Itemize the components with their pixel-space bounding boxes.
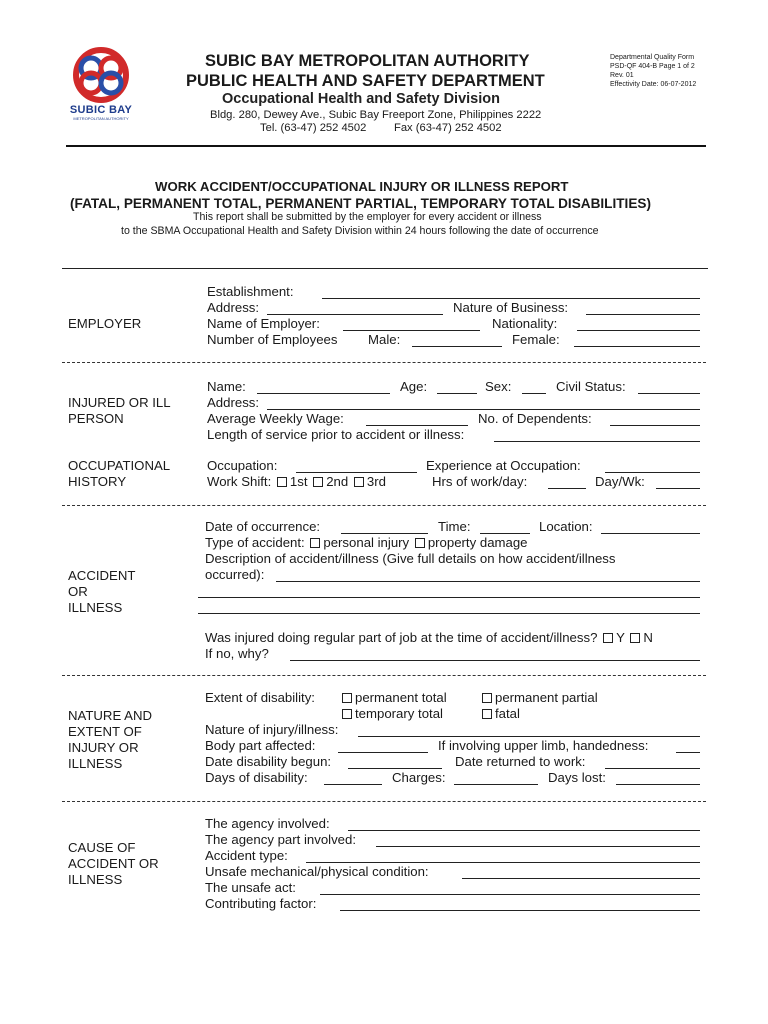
if-no-why-label: If no, why? [205,646,269,661]
injured-address-field[interactable] [267,409,700,410]
time-label: Time: [438,519,471,534]
temporary-total-checkbox[interactable] [342,709,352,719]
dependents-field[interactable] [610,425,700,426]
cause-label-2: ACCIDENT OR [68,856,159,871]
personal-injury-label: personal injury [323,535,410,550]
description-label-1: Description of accident/illness (Give full details on how accident/illness [205,551,616,566]
employer-name-label: Name of Employer: [207,316,320,331]
report-note-1: This report shall be submitted by the employer for every accident or illness [193,211,542,223]
type-of-accident-row [205,535,528,551]
nature-injury-field[interactable] [358,736,700,737]
employer-address-field[interactable] [267,314,443,315]
nature-of-business-label: Nature of Business: [453,300,569,315]
civil-status-label: Civil Status: [556,379,626,394]
agency-part-field[interactable] [376,846,700,847]
injured-address-label: Address: [207,395,260,410]
female-field[interactable] [574,346,700,347]
nature-injury-label: Nature of injury/illness: [205,722,339,737]
agency-label: The agency involved: [205,816,330,831]
days-disability-field[interactable] [324,784,382,785]
property-damage-label: property damage [427,535,528,550]
personal-injury-checkbox[interactable] [310,538,320,548]
sex-label: Sex: [485,379,512,394]
section-divider [62,675,706,676]
report-title: WORK ACCIDENT/OCCUPATIONAL INJURY OR ILLNESS REPORT [155,179,569,194]
logo-text: SUBIC BAY [69,104,133,116]
description-field-2[interactable] [198,597,700,598]
days-lost-field[interactable] [616,784,700,785]
employer-name-field[interactable] [343,330,480,331]
shift-1st-checkbox[interactable] [277,477,287,487]
extent-label: Extent of disability: [205,690,315,705]
body-part-label: Body part affected: [205,738,316,753]
occupation-label: Occupation: [207,458,278,473]
date-begun-field[interactable] [348,768,442,769]
occupational-label-1: OCCUPATIONAL [68,458,171,473]
charges-field[interactable] [454,784,538,785]
regular-no-label: N [643,630,653,645]
name-field[interactable] [257,393,390,394]
contributing-factor-field[interactable] [340,910,700,911]
if-no-why-field[interactable] [290,660,700,661]
date-occurrence-label: Date of occurrence: [205,519,321,534]
regular-yes-checkbox[interactable] [603,633,613,643]
male-label: Male: [368,332,401,347]
fatal-checkbox[interactable] [482,709,492,719]
occupation-field[interactable] [296,472,417,473]
sbma-logo [66,46,136,122]
accident-type-label: Accident type: [205,848,288,863]
injured-label-1: INJURED OR ILL [68,395,171,410]
work-shift-label: Work Shift: [207,474,272,489]
header-tel: Tel. (63-47) 252 4502 [260,122,367,134]
agency-field[interactable] [348,830,700,831]
division-name: Occupational Health and Safety Division [222,91,500,107]
dependents-label: No. of Dependents: [478,411,592,426]
permanent-partial-option [480,690,598,706]
male-field[interactable] [412,346,502,347]
accident-label-3: ILLNESS [68,600,123,615]
nature-section-label [68,708,152,772]
weekly-wage-label: Average Weekly Wage: [207,411,344,426]
section-divider [62,801,706,802]
permanent-total-checkbox[interactable] [342,693,352,703]
header-address: Bldg. 280, Dewey Ave., Subic Bay Freeport Zone, Philippines 2222 [210,109,542,121]
sex-field[interactable] [522,393,546,394]
date-begun-label: Date disability begun: [205,754,332,769]
dept-name: PUBLIC HEALTH AND SAFETY DEPARTMENT [186,72,545,90]
description-field-1[interactable] [276,581,700,582]
description-field-3[interactable] [198,613,700,614]
logo-emblem-icon [66,46,136,104]
injured-label-2: PERSON [68,411,124,426]
weekly-wage-field[interactable] [366,425,468,426]
date-occurrence-field[interactable] [341,533,428,534]
org-name: SUBIC BAY METROPOLITAN AUTHORITY [205,52,530,70]
temporary-total-option [340,706,443,722]
date-returned-label: Date returned to work: [455,754,586,769]
unsafe-act-label: The unsafe act: [205,880,296,895]
accident-type-field[interactable] [306,862,700,863]
permanent-partial-checkbox[interactable] [482,693,492,703]
agency-part-label: The agency part involved: [205,832,357,847]
description-label-2: occurred): [205,567,265,582]
nature-label-1: NATURE AND [68,708,153,723]
establishment-field[interactable] [322,298,700,299]
contributing-factor-label: Contributing factor: [205,896,317,911]
work-shift-row [207,474,386,490]
date-returned-field[interactable] [605,768,700,769]
shift-2nd-checkbox[interactable] [313,477,323,487]
hrs-per-day-label: Hrs of work/day: [432,474,528,489]
handedness-label: If involving upper limb, handedness: [438,738,649,753]
accident-label-2: OR [68,584,88,599]
handedness-field[interactable] [676,752,700,753]
quality-line: Rev. 01 [610,72,634,79]
establishment-label: Establishment: [207,284,294,299]
section-divider [62,505,706,506]
permanent-total-label: permanent total [355,690,447,705]
cause-section-label [68,840,159,888]
nature-label-3: INJURY OR [68,740,139,755]
quality-line: Effectivity Date: 06-07-2012 [610,81,697,88]
quality-form-box [610,53,696,89]
unsafe-condition-field[interactable] [462,878,700,879]
employer-address-label: Address: [207,300,260,315]
time-field[interactable] [480,533,530,534]
shift-3rd-label: 3rd [366,474,386,489]
permanent-partial-label: permanent partial [495,690,598,705]
regular-job-row [205,630,653,646]
experience-field[interactable] [605,472,700,473]
quality-line: Departmental Quality Form [610,54,695,61]
accident-label-1: ACCIDENT [68,568,136,583]
charges-label: Charges: [392,770,446,785]
nature-label-2: EXTENT OF [68,724,142,739]
age-label: Age: [400,379,428,394]
day-wk-label: Day/Wk: [595,474,645,489]
permanent-total-option [340,690,447,706]
length-of-service-label: Length of service prior to accident or illness: [207,427,465,442]
type-of-accident-label: Type of accident: [205,535,305,550]
days-lost-label: Days lost: [548,770,606,785]
section-divider [62,362,706,363]
logo-subtext: METROPOLITAN AUTHORITY [73,116,129,121]
length-of-service-field[interactable] [494,441,700,442]
occupational-label-2: HISTORY [68,474,127,489]
report-subtitle: (FATAL, PERMANENT TOTAL, PERMANENT PARTIAL, TEMPORARY TOTAL DISABILITIES) [70,196,651,211]
days-disability-label: Days of disability: [205,770,308,785]
location-label: Location: [539,519,593,534]
injured-section-label [68,395,171,427]
title-rule [62,268,708,269]
shift-3rd-checkbox[interactable] [354,477,364,487]
nationality-label: Nationality: [492,316,558,331]
experience-label: Experience at Occupation: [426,458,581,473]
unsafe-condition-label: Unsafe mechanical/physical condition: [205,864,429,879]
age-field[interactable] [437,393,477,394]
day-wk-field[interactable] [656,488,700,489]
accident-section-label [68,568,135,616]
fatal-label: fatal [495,706,520,721]
hrs-per-day-field[interactable] [548,488,586,489]
unsafe-act-field[interactable] [320,894,700,895]
employer-section-label: EMPLOYER [68,316,142,331]
num-employees-label: Number of Employees [207,332,338,347]
location-field[interactable] [601,533,700,534]
civil-status-field[interactable] [638,393,700,394]
female-label: Female: [512,332,560,347]
nationality-field[interactable] [577,330,700,331]
regular-yes-label: Y [616,630,625,645]
occupational-section-label [68,458,170,490]
nature-label-4: ILLNESS [68,756,123,771]
cause-label-1: CAUSE OF [68,840,136,855]
cause-label-3: ILLNESS [68,872,123,887]
shift-2nd-label: 2nd [326,474,349,489]
shift-1st-label: 1st [289,474,308,489]
body-part-field[interactable] [338,752,428,753]
fatal-option [480,706,520,722]
quality-line: PSD-QF 404-B Page 1 of 2 [610,63,695,70]
property-damage-checkbox[interactable] [415,538,425,548]
nature-of-business-field[interactable] [586,314,700,315]
regular-job-label: Was injured doing regular part of job at the time of accident/illness? [205,630,598,645]
regular-no-checkbox[interactable] [630,633,640,643]
name-label: Name: [207,379,246,394]
header-fax: Fax (63-47) 252 4502 [394,122,502,134]
temporary-total-label: temporary total [355,706,443,721]
report-note-2: to the SBMA Occupational Health and Safety Division within 24 hours following the date of occurrence [121,225,599,237]
header-rule [66,145,706,147]
